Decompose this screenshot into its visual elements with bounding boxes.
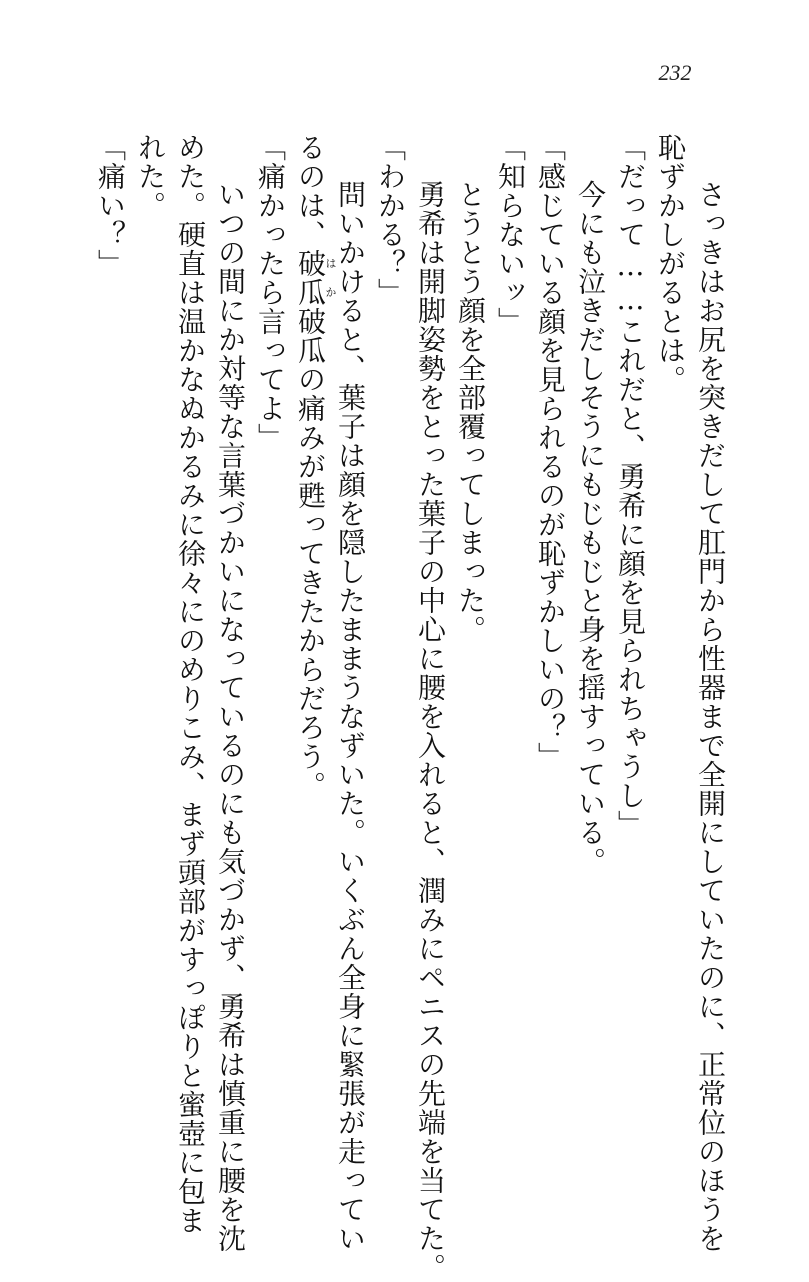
ruby-reading: はか (324, 249, 337, 307)
text-line-6-part-1: 問いかけると、葉子は顔を隠したまま (334, 180, 367, 673)
text-line-4: とうとう顔を全部覆ってしまった。 (454, 180, 487, 644)
dialogue-line-3: 「知らないッ」 (494, 133, 527, 336)
page-number: 232 (658, 60, 692, 85)
text-line-7-part-1: るのは、 (294, 133, 327, 249)
text-line-1: さっきはお尻を突きだして肛門から性器まで全開にしていたのに、正常位のほうを (694, 180, 727, 1253)
text-line-6-part-2: うなずいた。いくぶん全身に緊張が走ってい (334, 673, 367, 1253)
text-line-7-part-2: 破瓜の痛みが甦ってきたからだろう。 (294, 307, 327, 800)
text-line-10: れた。 (134, 133, 167, 220)
dialogue-line-1: 「だって……これだと、勇希に顔を見られちゃうし」 (614, 133, 647, 839)
text-line-8: いつの間にか対等な言葉づかいになっているのにも気づかず、勇希は慎重に腰を沈 (214, 180, 247, 1253)
text-line-5: 勇希は開脚姿勢をとった葉子の中心に腰を入れると、潤みにペニスの先端を当てた。 (414, 180, 447, 1282)
text-line-7 (290, 133, 337, 1133)
dialogue-line-4: 「わかる？」 (374, 133, 407, 307)
ruby-annotation (294, 249, 337, 307)
ruby-base: 破瓜 (294, 249, 327, 307)
dialogue-line-2: 「感じている顔を見られるのが恥ずかしいの？」 (534, 133, 567, 771)
dialogue-line-6: 「痛い？」 (94, 133, 127, 278)
text-line-2: 恥ずかしがるとは。 (654, 133, 687, 394)
text-line-9: めた。硬直は温かなぬかるみに徐々にのめりこみ、まず頭部がすっぽりと蜜壺に包ま (174, 133, 207, 1235)
dialogue-line-5: 「痛かったら言ってよ」 (254, 133, 287, 452)
text-line-3: 今にも泣きだしそうにもじもじと身を揺すっている。 (574, 180, 607, 876)
